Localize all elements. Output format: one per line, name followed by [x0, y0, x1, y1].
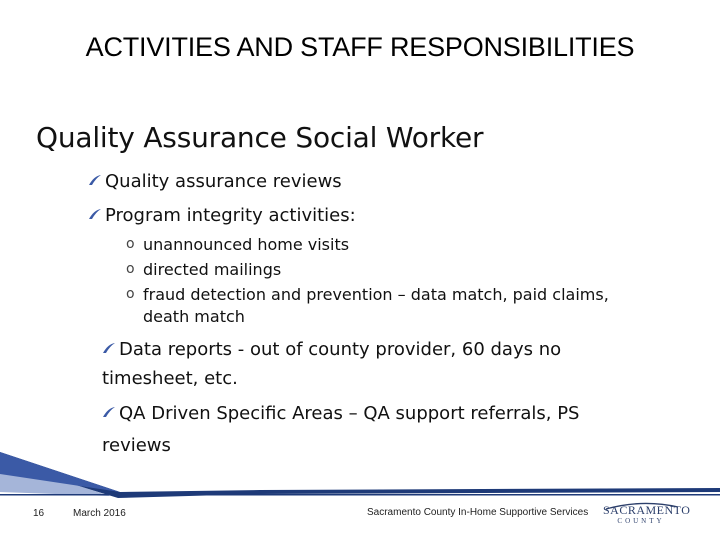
circle-bullet-icon: o [126, 236, 135, 252]
bullet-item: Data reports - out of county provider, 60 days no [102, 335, 561, 364]
bullet-item: QA Driven Specific Areas – QA support referrals, PS [102, 399, 580, 428]
circle-bullet-icon: o [126, 261, 135, 277]
bullet-continuation: reviews [102, 435, 171, 456]
sub-bullet-item: o fraud detection and prevention – data match, paid claims, death match [126, 285, 609, 326]
county-logo-text: SACRAMENTO [603, 503, 691, 517]
bullet-swoosh-icon [88, 174, 102, 186]
page-number: 16 [33, 508, 45, 519]
bullet-continuation: timesheet, etc. [102, 368, 238, 389]
bullet-item: Program integrity activities: [88, 201, 356, 230]
bullet-swoosh-icon [102, 406, 116, 418]
county-logo-subtext: COUNTY [617, 517, 665, 525]
footer-organization: Sacramento County In-Home Supportive Services [367, 507, 589, 518]
sub-bullet-item: o directed mailings [126, 260, 282, 279]
slide-title: ACTIVITIES AND STAFF RESPONSIBILITIES [85, 32, 635, 62]
circle-bullet-icon: o [126, 286, 135, 302]
bullet-swoosh-icon [102, 342, 116, 354]
sub-bullet-item: o unannounced home visits [126, 235, 350, 254]
section-heading: Quality Assurance Social Worker [36, 121, 484, 154]
footer-date: March 2016 [73, 508, 126, 519]
bullet-swoosh-icon [88, 208, 102, 220]
bullet-item: Quality assurance reviews [88, 167, 342, 196]
footer-swoosh-band [0, 452, 720, 540]
